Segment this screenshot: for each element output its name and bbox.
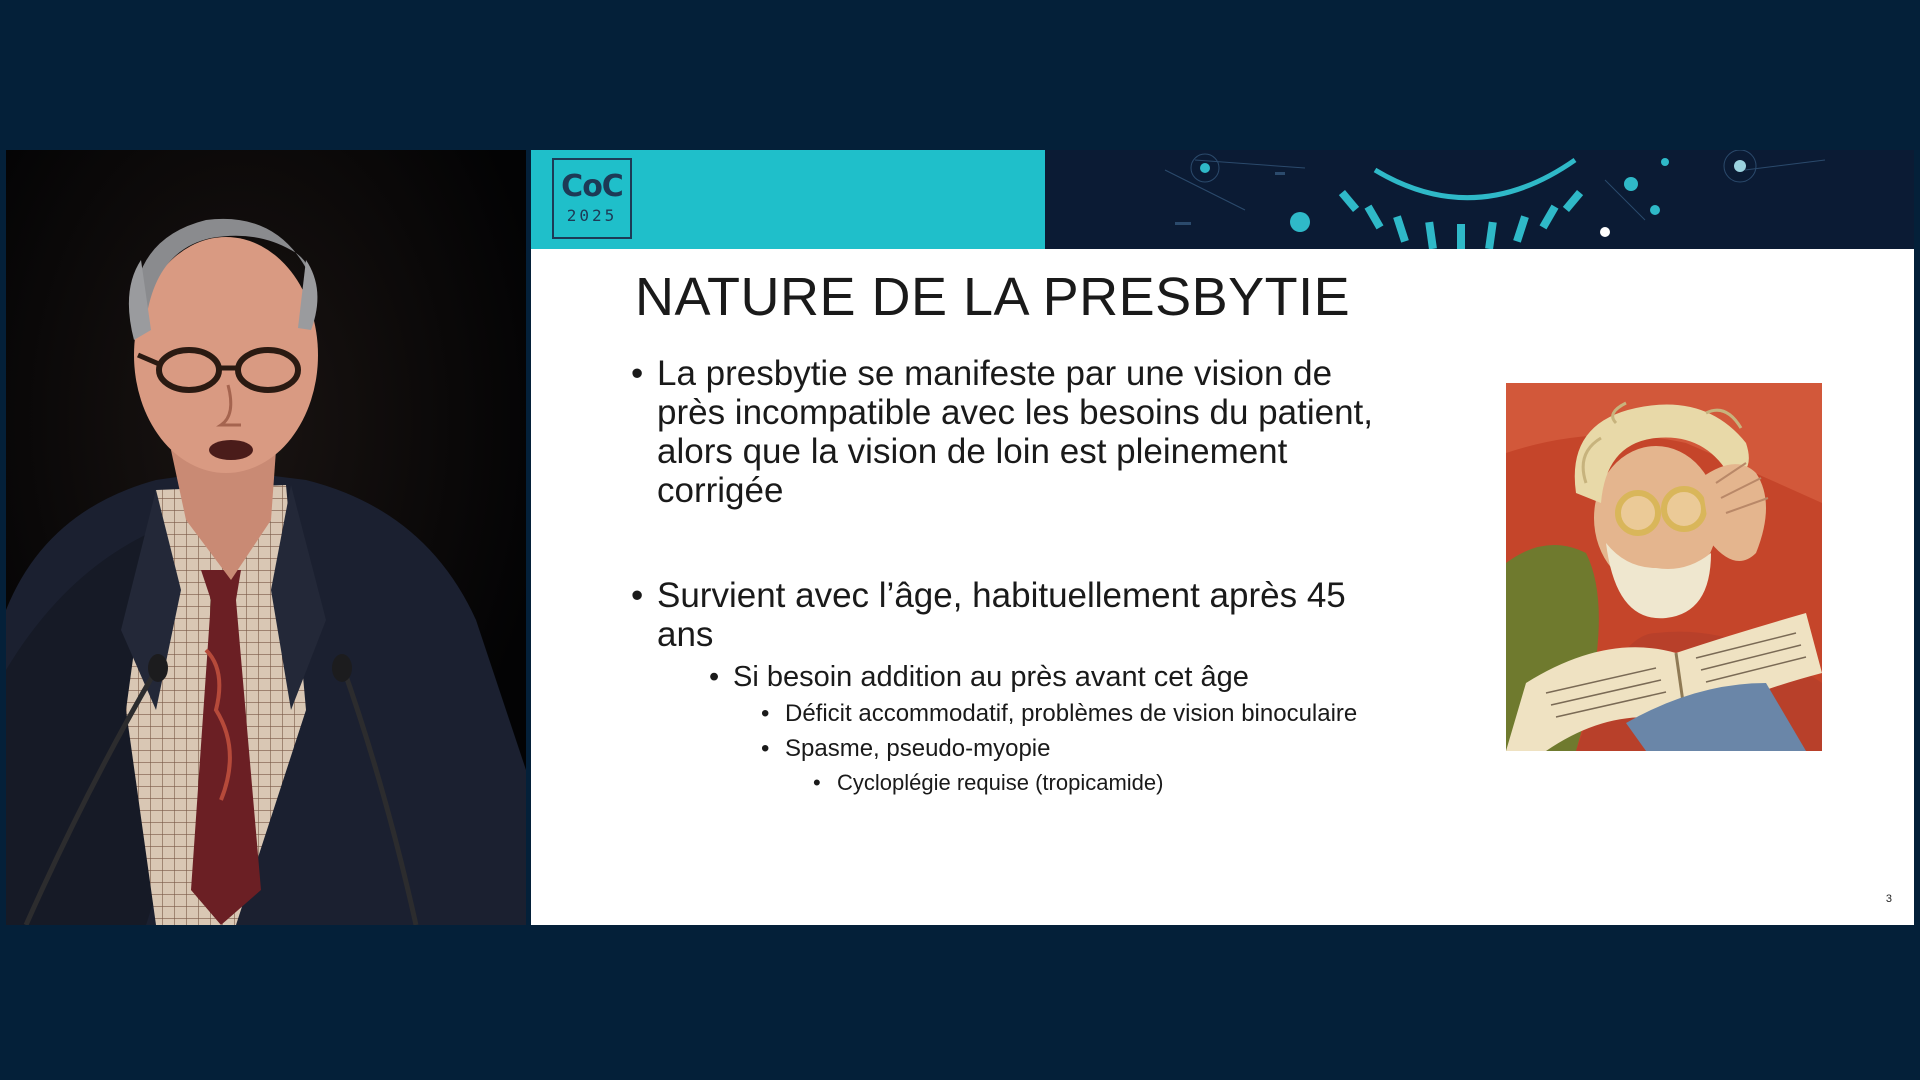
presentation-slide xyxy=(531,150,1914,925)
slide-title: NATURE DE LA PRESBYTIE xyxy=(635,267,1351,327)
logo-year: 2025 xyxy=(566,206,618,225)
conference-logo xyxy=(552,158,632,239)
sub-sub-bullet-item: • Spasme, pseudo-myopie xyxy=(761,731,1391,766)
sub-sub-bullet-item: • Déficit accommodatif, problèmes de vision binoculaire xyxy=(761,696,1391,731)
bullet-item: • La presbytie se manifeste par une vision de près incompatible avec les besoins du patient, alors que la vision de loin est pleinement corrigée xyxy=(631,354,1391,510)
header-teal-band xyxy=(531,150,1045,249)
speaker-video xyxy=(6,150,526,925)
bullet-item: • Survient avec l’âge, habituellement après 45 ans xyxy=(631,576,1391,654)
medieval-painting-image xyxy=(1506,383,1822,751)
bullet-list xyxy=(631,354,1391,799)
logo-mark: CoC xyxy=(561,169,623,204)
tech-pattern-graphic xyxy=(1045,150,1914,249)
level-four-bullet-item: • Cycloplégie requise (tropicamide) xyxy=(813,766,1391,799)
slide-number: 3 xyxy=(1885,893,1892,905)
speaker-illustration xyxy=(6,150,526,925)
sub-bullet-item: • Si besoin addition au près avant cet âge xyxy=(709,658,1391,696)
slide-header xyxy=(531,150,1914,249)
